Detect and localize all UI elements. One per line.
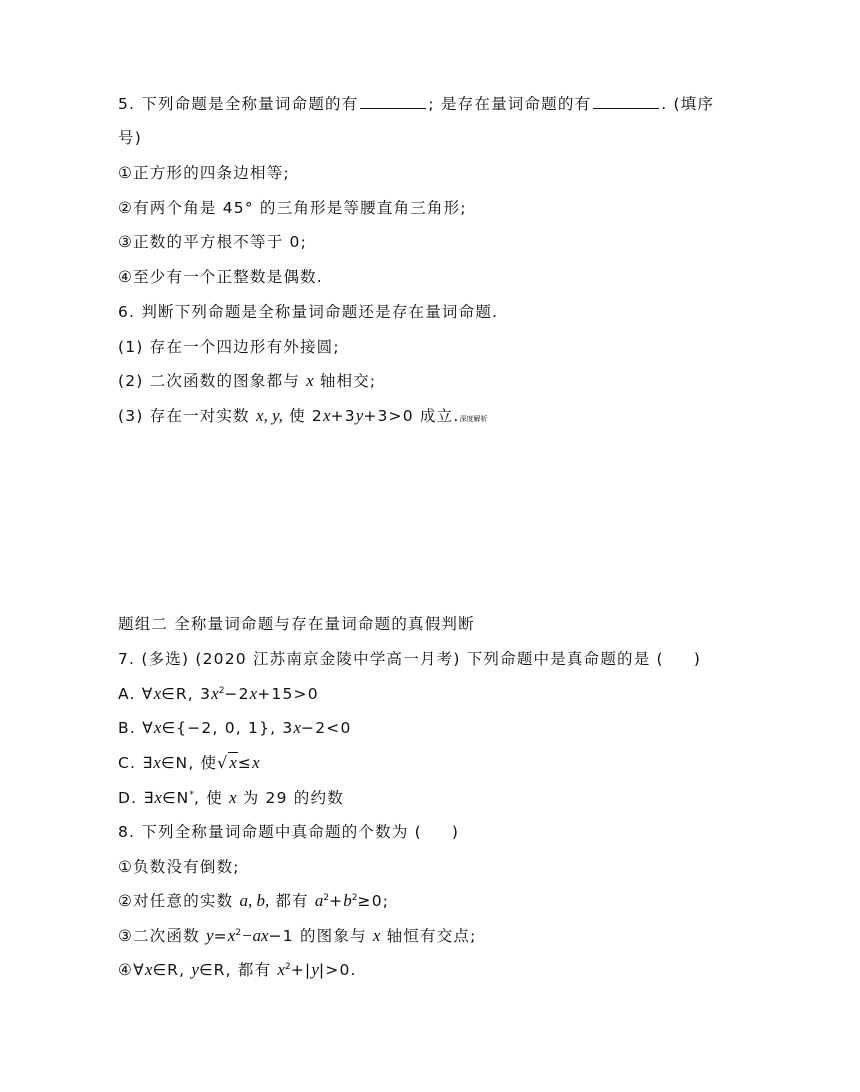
text: 为 29 的约数 [242, 789, 344, 807]
q5-stem-mid: ; 是存在量词命题的有 [428, 95, 592, 113]
q6-item-1: (1) 存在一个四边形有外接圆; [118, 338, 340, 356]
var-x: x [277, 960, 285, 979]
var-x: x [153, 753, 161, 772]
q7-option-d[interactable] [118, 788, 344, 808]
text: −2<0 [301, 719, 352, 737]
text: ) [693, 650, 702, 668]
var-x: x [229, 788, 237, 807]
var-x: x [153, 718, 162, 737]
text: −1 的图象与 [268, 927, 367, 945]
text: +3 [330, 407, 356, 425]
q5-line2: 号) [118, 129, 142, 147]
text: −a [241, 926, 262, 945]
q6-item-2 [118, 371, 376, 391]
q5-stem-end: . (填序 [661, 95, 715, 113]
vars-ab: a, b, [239, 891, 270, 910]
var-y: y [311, 960, 319, 979]
text: , 使 [193, 789, 223, 807]
text: 都有 [275, 892, 309, 910]
var-x: x [229, 753, 237, 772]
text: ③二次函数 [118, 927, 200, 945]
depth-analysis-mark: 深度解析 [459, 415, 488, 423]
var-x: x [211, 684, 219, 703]
text: 轴恒有交点; [386, 927, 477, 945]
text: ) [451, 823, 460, 841]
q5-item-4: ④至少有一个正整数是偶数. [118, 268, 323, 286]
var-a: a [314, 891, 324, 910]
var-x: x [293, 718, 302, 737]
text: ②对任意的实数 [118, 892, 234, 910]
var-b: b [343, 891, 352, 910]
sqrt-symbol: √x [217, 753, 237, 772]
text: = [213, 927, 228, 945]
var-x: x [154, 788, 162, 807]
text: ≥0; [357, 892, 390, 910]
q8-item-1: ①负数没有倒数; [118, 858, 240, 876]
text: + [329, 892, 344, 910]
text: 7. (多选) (2020 江苏南京金陵中学高一月考) 下列命题中是真命题的是 ( [118, 650, 664, 668]
exponent: 2 [235, 927, 242, 938]
exponent: 2 [218, 685, 225, 696]
var-x: x [227, 926, 236, 945]
text: ∈R, 都有 [198, 961, 272, 979]
text: ≤ [237, 754, 253, 772]
var-x: x [144, 960, 153, 979]
text: |>0. [318, 961, 357, 979]
text: ∈N, 使 [160, 754, 218, 772]
exponent: 2 [351, 892, 358, 903]
q5-item-3: ③正数的平方根不等于 0; [118, 233, 308, 251]
q7-option-b[interactable] [118, 718, 352, 738]
var-x: x [261, 926, 269, 945]
text: −2 [224, 685, 250, 703]
exponent: 2 [323, 892, 330, 903]
var-y: y [191, 960, 199, 979]
text: +15>0 [257, 685, 319, 703]
q5-line1 [118, 94, 714, 114]
var-y: y [206, 926, 214, 945]
q7-option-c[interactable] [118, 753, 260, 773]
exponent: 2 [284, 961, 291, 972]
q5-item-1: ①正方形的四条边相等; [118, 164, 290, 182]
text: ∈{−2, 0, 1}, 3 [161, 719, 294, 737]
var-y: y [355, 406, 364, 425]
q8-item-3 [118, 926, 477, 946]
text: ∈R, 3 [161, 685, 212, 703]
q8-item-4 [118, 960, 357, 980]
var-x: x [372, 926, 381, 945]
text: 使 2 [289, 407, 323, 425]
q6-stem: 6. 判断下列命题是全称量词命题还是存在量词命题. [118, 303, 499, 321]
q8-stem [118, 822, 459, 842]
text: D. ∃ [118, 789, 155, 807]
text: B. ∀ [118, 719, 154, 737]
superscript-star: * [189, 789, 194, 800]
q8-item-2 [118, 891, 389, 911]
text: ④∀ [118, 961, 145, 979]
text: ∈N [161, 789, 190, 807]
answer-blank-existential[interactable] [593, 94, 659, 109]
var-x: x [249, 684, 258, 703]
q7-option-a[interactable] [118, 684, 319, 704]
q5-stem: 5. 下列命题是全称量词命题的有 [118, 95, 359, 113]
q7-stem [118, 649, 701, 669]
var-x: x [252, 753, 260, 772]
text: (2) 二次函数的图象都与 [118, 372, 300, 390]
text: A. ∀ [118, 685, 154, 703]
text: +3>0 成立. [363, 407, 460, 425]
text: 轴相交; [319, 372, 377, 390]
answer-blank-universal[interactable] [360, 94, 426, 109]
text: C. ∃ [118, 754, 154, 772]
text: ∈R, [152, 961, 186, 979]
text: +| [290, 961, 312, 979]
text: 8. 下列全称量词命题中真命题的个数为 ( [118, 823, 422, 841]
text: (3) 存在一对实数 [118, 407, 250, 425]
var-x: x [306, 371, 314, 390]
q5-item-2: ②有两个角是 45° 的三角形是等腰直角三角形; [118, 199, 467, 217]
var-x: x [322, 406, 331, 425]
var-x: x [153, 684, 162, 703]
q6-item-3 [118, 406, 487, 429]
vars-xy: x, y, [256, 406, 283, 425]
group2-title: 题组二 全称量词命题与存在量词命题的真假判断 [118, 615, 475, 633]
